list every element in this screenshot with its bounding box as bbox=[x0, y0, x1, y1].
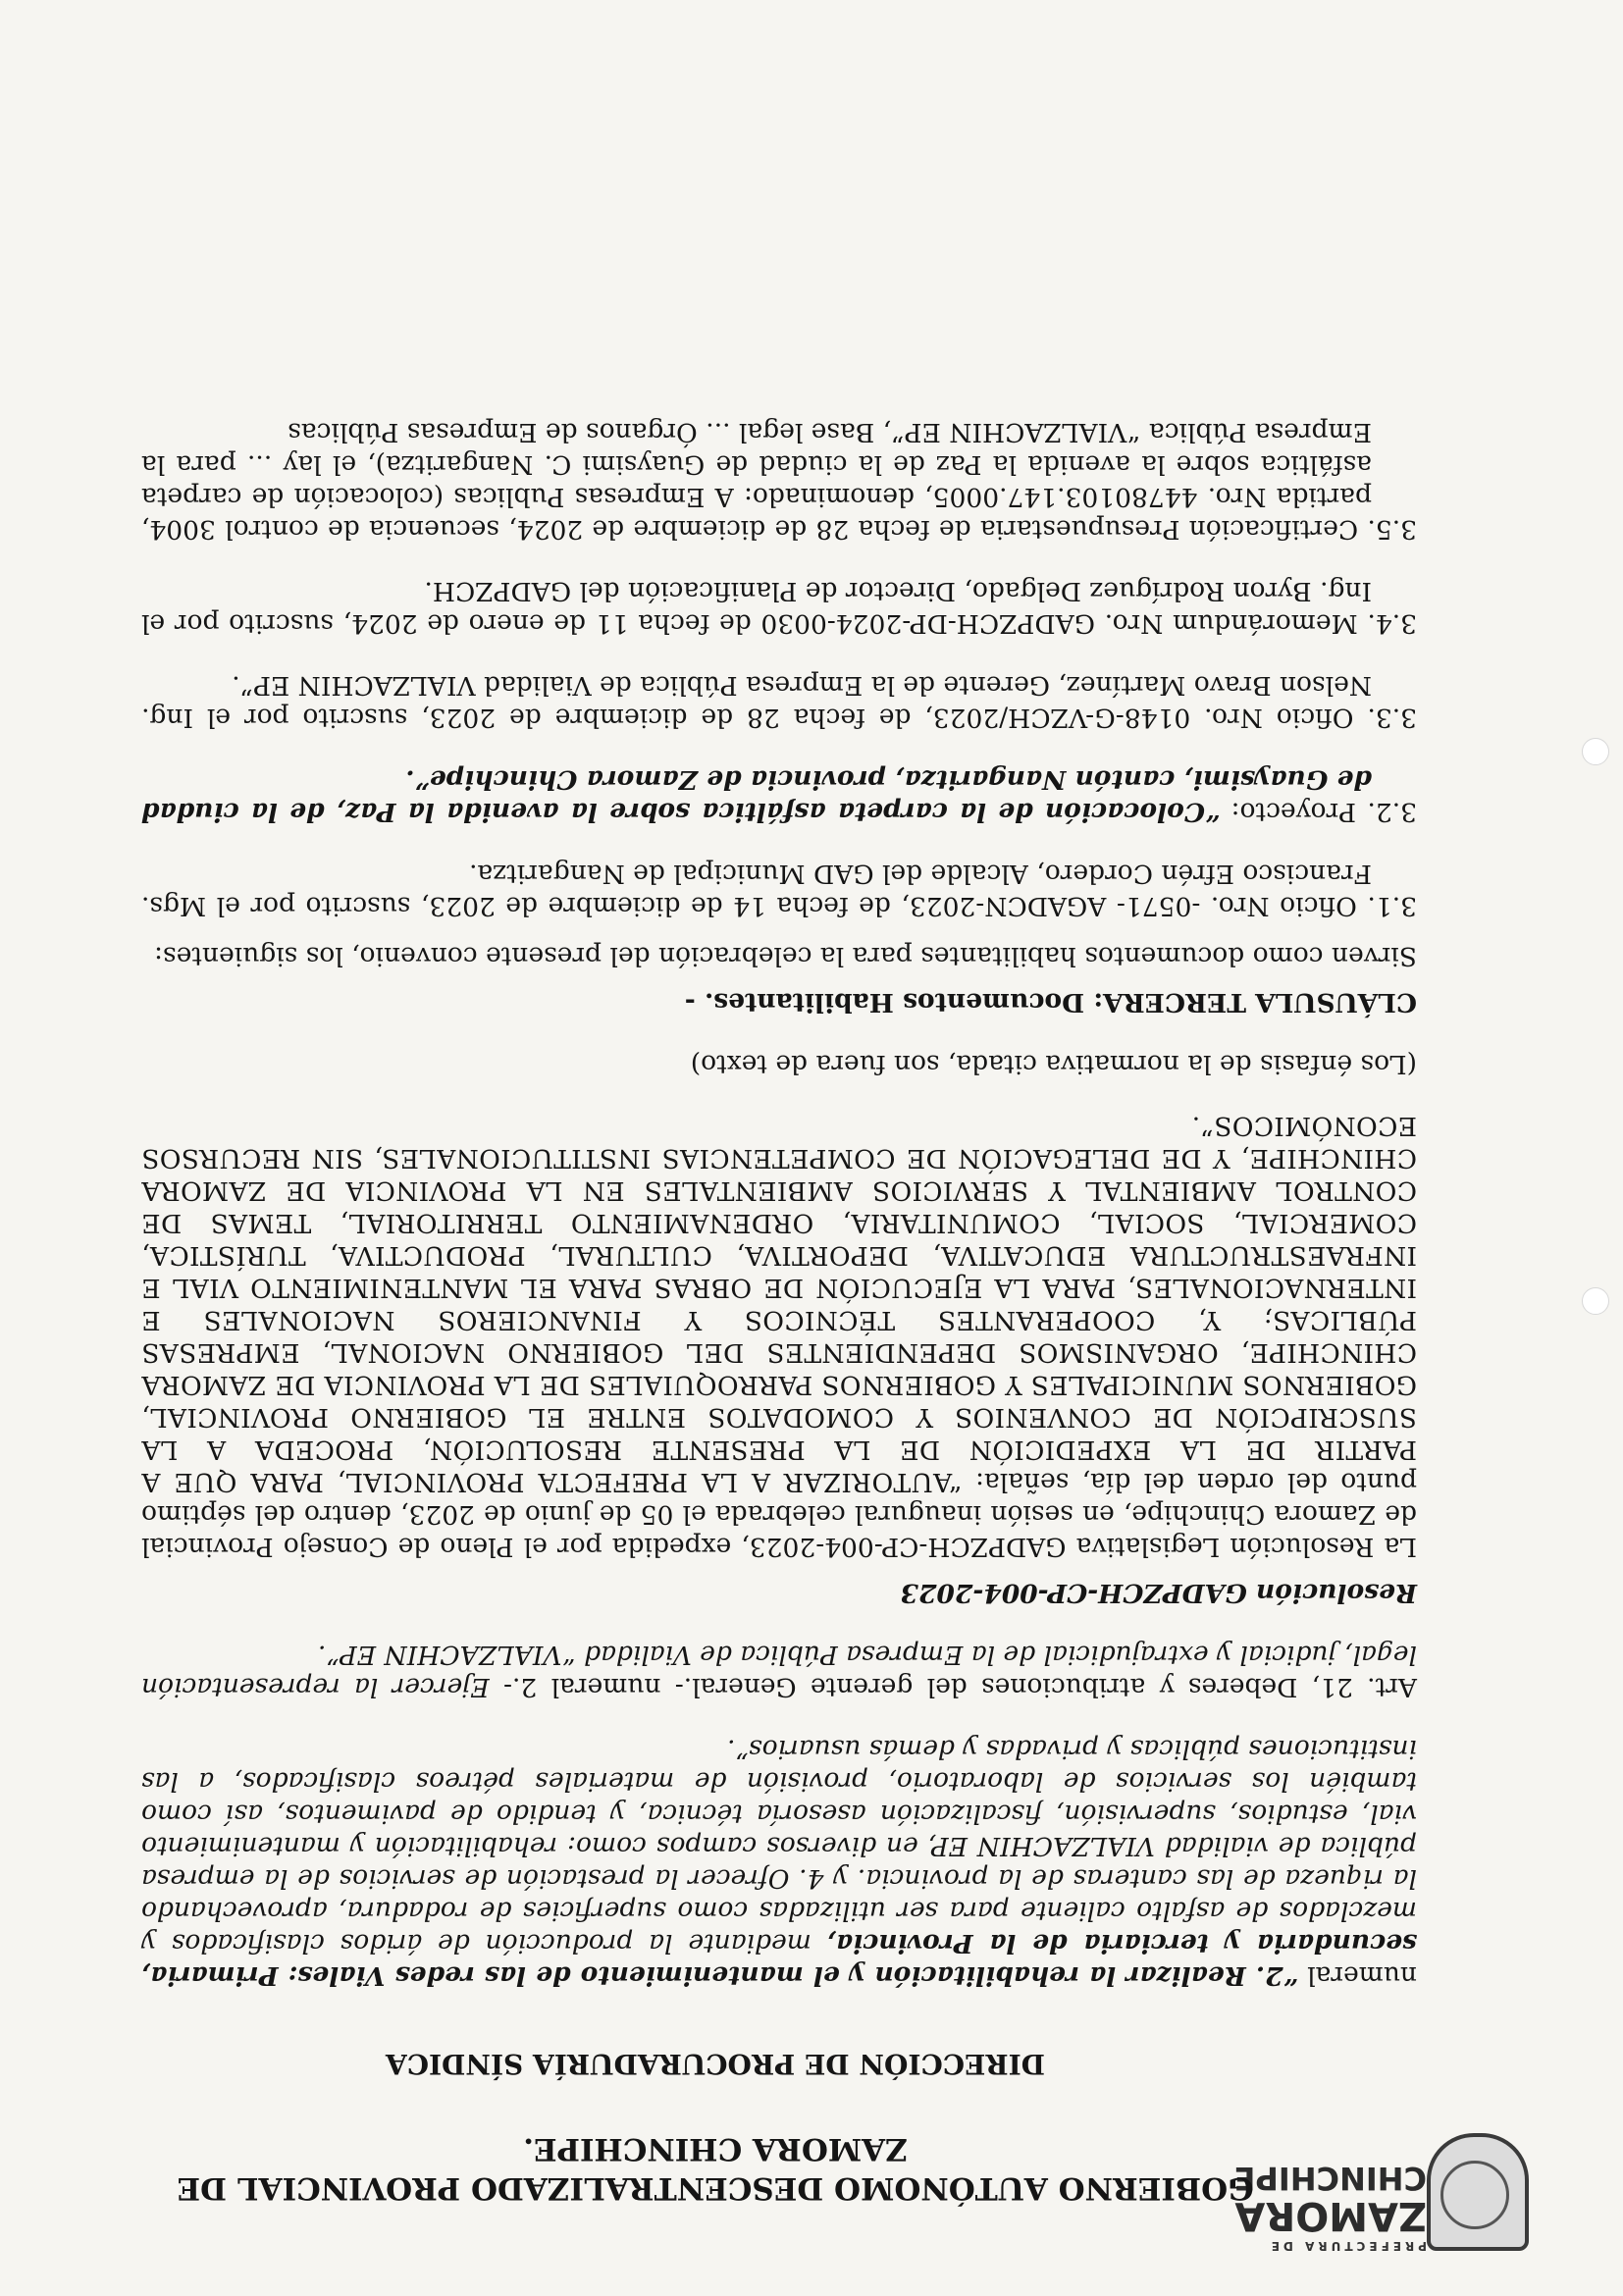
institution-name: GOBIERNO AUTÓNOMO DESCENTRALIZADO PROVINCIAL DE ZAMORA CHINCHIPE. bbox=[177, 2131, 1254, 2206]
list-item: 3.4. Memorándum Nro. GADPZCH-DP-2024-0030 de fecha 11 de enero de 2024, suscrito por el Ing. Byron Rodríguez Delgado, Director de Planificación del GADPZCH. bbox=[141, 576, 1417, 639]
punch-hole-bottom bbox=[1582, 738, 1609, 765]
list-item: 3.2. Proyecto: “Colocación de la carpeta asfáltica sobre la avenida la Paz, de la ciudad de Guaysimi, cantón Nangaritza, provincia de Zamora Chinchipe”. bbox=[140, 764, 1417, 827]
punch-hole-top bbox=[1582, 1287, 1609, 1315]
clause-intro: Sirven como documentos habilitantes para la celebración del presente convenio, los siguientes: bbox=[154, 941, 1417, 971]
document-body bbox=[141, 387, 1417, 1992]
enabling-documents-list bbox=[141, 416, 1417, 922]
document-header bbox=[0, 2041, 1623, 2296]
paragraph-numeral-2: numeral “2. Realizar la rehabilitación y el mantenimiento de las redes Viales: Primaria, secundaria y terciaria de la Provincia, mediante la producción de áridos clasificados y mezclados de asfalto caliente para ser utilizadas como superficies de rodadura, aprovechando la riqueza de las canteras de la provincia. y 4. Ofrecer la prestación de servicios de la empresa pública de vialidad VIALZACHIN EP, en diversos campos como: rehabilitación y mantenimiento vial, estudios, supervisión, fiscalización asesoría técnica, y tendido de pavimentos, así como también los servicios de laboratorio, provisión de materiales pétreos clasificados, a las instituciones públicas y privadas y demás usuarios”. bbox=[140, 1734, 1417, 1991]
direction-title: DIRECCIÓN DE PROCURADURÍA SÍNDICA bbox=[386, 2048, 1046, 2080]
numeral-2-emphasis: “2. Realizar la rehabilitación y el mantenimiento de las redes Viales: Primaria, secundaria y terciaria de la Provincia, bbox=[141, 1928, 1417, 1991]
clause-heading: CLÁUSULA TERCERA: Documentos Habilitantes. - bbox=[684, 987, 1417, 1018]
paragraph-resolution: La Resolución Legislativa GADPZCH-CP-004-2023, expedida por el Pleno de Consejo Provincial de Zamora Chinchipe, en sesión inaugural celebrada el 05 de junio de 2023, dentro del séptimo punto del orden del día, señala: “AUTORIZAR A LA PREFECTA PROVINCIAL, PARA QUE A PARTIR DE LA EXPEDICIÓN DE LA PRESENTE RESOLUCIÓN, PROCEDA A LA SUSCRIPCIÓN DE CONVENIOS Y COMODATOS ENTRE EL GOBIERNO PROVINCIAL, GOBIERNOS MUNICIPALES Y GOBIERNOS PARROQUIALES DE LA PROVINCIA DE ZAMORA CHINCHIPE, ORGANISMOS DEPENDIENTES DEL GOBIERNO NACIONAL, EMPRESAS PÚBLICAS; Y, COOPERANTES TÉCNICOS Y FINANCIEROS NACIONALES E INTERNACIONALES, PARA LA EJECUCIÓN DE OBRAS PARA EL MANTENIMIENTO VIAL E INFRAESTRUCTURA EDUCATIVA, DEPORTIVA, CULTURAL, PRODUCTIVA, TURÍSTICA, COMERCIAL, SOCIAL, COMUNITARIA, ORDENAMIENTO TERRITORIAL, TEMAS DE CONTROL AMBIENTAL Y SERVICIOS AMBIENTALES EN LA PROVINCIA DE ZAMORA CHINCHIPE, Y DE DELEGACIÓN DE COMPETENCIAS INSTITUCIONALES, SIN RECURSOS ECONÓMICOS”. bbox=[141, 1111, 1417, 1562]
logo-line-2: CHINCHIPE bbox=[1233, 2160, 1427, 2197]
list-item: 3.3. Oficio Nro. 0148-G-VZCH/2023, de fecha 28 de diciembre de 2023, suscrito por el Ing. Nelson Bravo Martínez, Gerente de la Empresa Pública de Vialidad VIALZACHIN EP”. bbox=[141, 670, 1417, 733]
logo-line-1: ZAMORA bbox=[1234, 2193, 1427, 2238]
resolution-quote: “AUTORIZAR A LA PREFECTA PROVINCIAL, PARA QUE A PARTIR DE LA EXPEDICIÓN DE LA PRESENTE RESOLUCIÓN, PROCEDA A LA SUSCRIPCIÓN DE CONVENIOS Y COMODATOS ENTRE EL GOBIERNO PROVINCIAL, GOBIERNOS MUNICIPALES Y GOBIERNOS PARROQUIALES DE LA PROVINCIA DE ZAMORA CHINCHIPE, ORGANISMOS DEPENDIENTES DEL GOBIERNO NACIONAL, EMPRESAS PÚBLICAS; Y, COOPERANTES TÉCNICOS Y FINANCIEROS NACIONALES E INTERNACIONALES, PARA LA EJECUCIÓN DE OBRAS PARA EL MANTENIMIENTO VIAL E INFRAESTRUCTURA EDUCATIVA, DEPORTIVA, CULTURAL, PRODUCTIVA, TURÍSTICA, COMERCIAL, SOCIAL, COMUNITARIA, ORDENAMIENTO TERRITORIAL, TEMAS DE CONTROL AMBIENTAL Y SERVICIOS AMBIENTALES EN LA PROVINCIA DE ZAMORA CHINCHIPE, Y DE DELEGACIÓN DE COMPETENCIAS INSTITUCIONALES, SIN RECURSOS ECONÓMICOS”. bbox=[141, 1111, 1417, 1497]
list-item: 3.1. Oficio Nro. -0571- AGADCN-2023, de fecha 14 de diciembre de 2023, suscrito por el Mgs. Francisco Efrén Cordero, Alcalde del GAD Municipal de Nangaritza. bbox=[141, 859, 1417, 921]
logo-super-text: PREFECTURA DE bbox=[1267, 2239, 1427, 2253]
coat-of-arms-icon bbox=[1427, 2133, 1529, 2251]
paragraph-art-21: Art. 21, Deberes y atribuciones del gerente General.- numeral 2.- Ejercer la representación legal, judicial y extrajudicial de la Empresa Pública de Vialidad “VIALZACHIN EP”. bbox=[141, 1640, 1417, 1702]
emphasis-note: (Los énfasis de la normativa citada, son fuera de texto) bbox=[690, 1049, 1417, 1079]
resolution-heading: Resolución GADPZCH-CP-004-2023 bbox=[900, 1578, 1417, 1608]
list-item: 3.5. Certificación Presupuestaria de fecha 28 de diciembre de 2024, secuencia de control 3004, partida Nro. 447801​03.147.0005, denominado: A Empresas Publicas (colocación de carpeta asfáltica sobre la avenida la Paz de la ciudad de Guaysimi C. Nangaritza), el lay ... para la Empresa Pública “VIALZACHIN EP”, Base legal ... Órganos de Empresas Públicas bbox=[141, 417, 1417, 545]
